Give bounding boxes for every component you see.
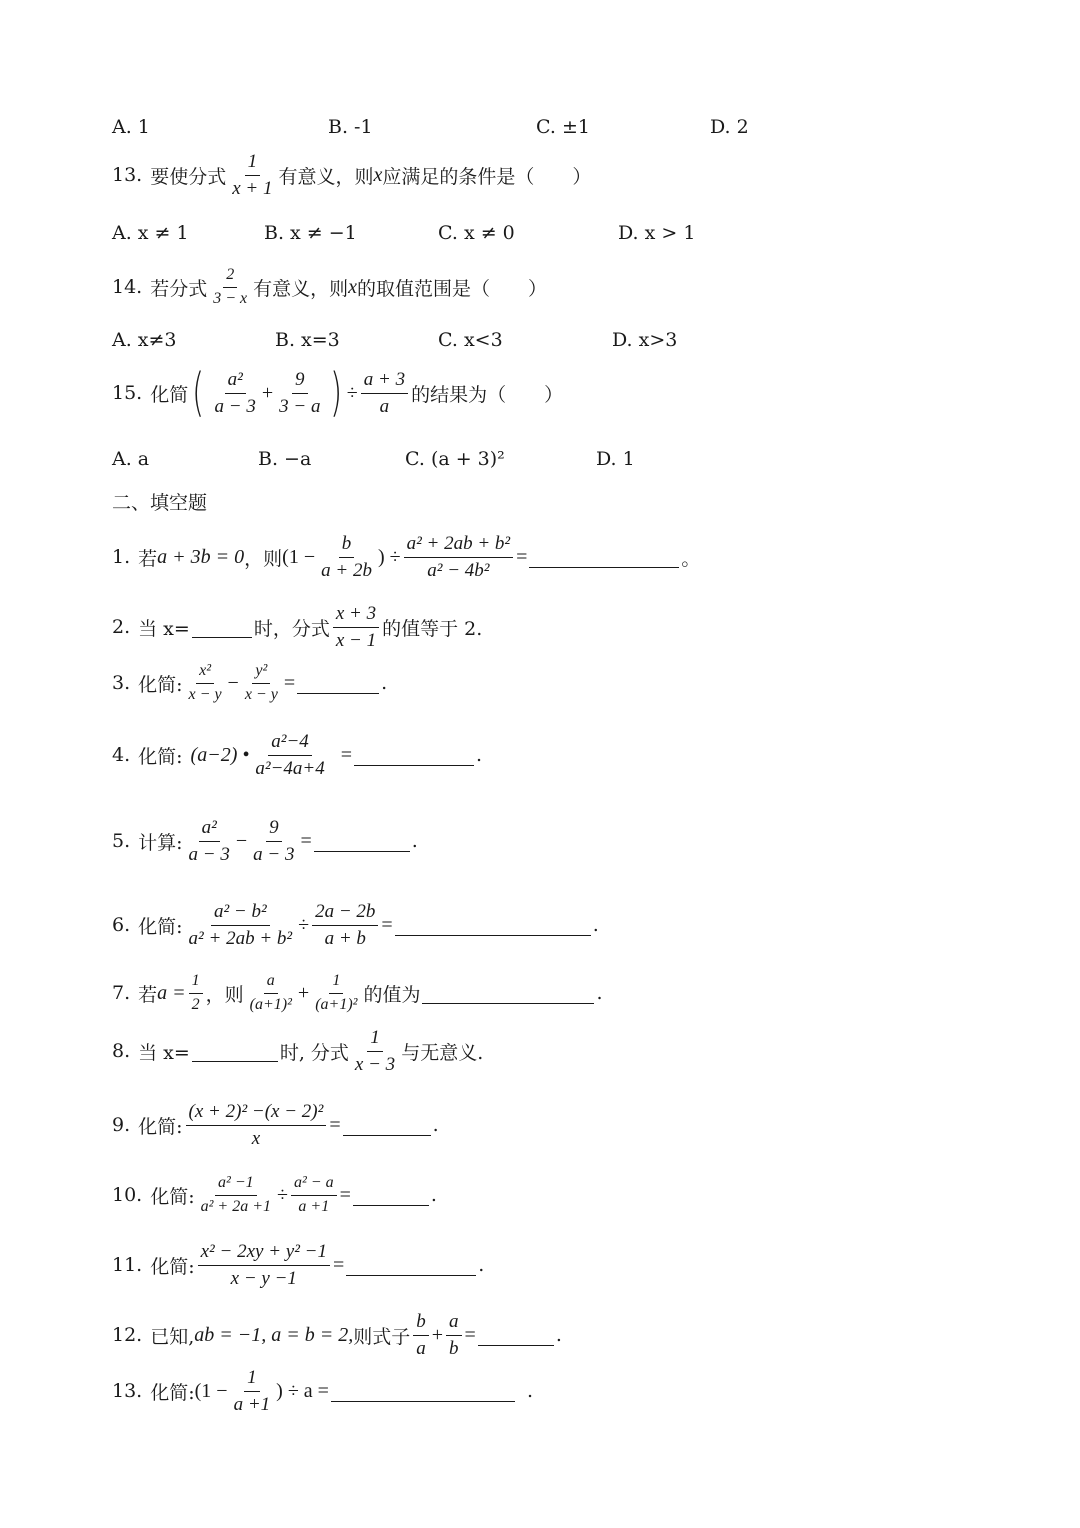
expression: (1 −: [194, 1379, 228, 1402]
option-b: B. x ≠ −1: [264, 222, 357, 244]
question-number: 9.: [112, 1114, 131, 1136]
denominator: a − 3: [253, 843, 295, 865]
option-a: A. x≠3: [112, 329, 177, 351]
denominator: x + 1: [232, 177, 273, 199]
fraction: [247, 972, 295, 1014]
denominator: b: [449, 1337, 459, 1359]
question-number: 2.: [112, 616, 131, 638]
numerator: 1: [367, 1027, 383, 1052]
option-b: B. −a: [258, 448, 312, 470]
question-text: 已知,: [150, 1325, 195, 1348]
question-text: 与无意义.: [401, 1041, 484, 1064]
numerator: 9: [266, 817, 282, 842]
answer-blank[interactable]: [346, 1255, 476, 1276]
option-a: A. x ≠ 1: [112, 222, 189, 244]
fraction: [312, 972, 360, 1014]
fraction: [189, 972, 203, 1014]
question-text: 有意义，则: [278, 165, 374, 188]
denominator: a − 3: [188, 843, 230, 865]
end-mark: .: [411, 830, 418, 852]
option-d: D. 2: [710, 116, 749, 138]
question-text: 化简:: [150, 1255, 195, 1278]
question-text: 若: [138, 547, 158, 570]
end-mark: .: [526, 1380, 533, 1402]
answer-blank[interactable]: [331, 1381, 515, 1402]
end-mark: 。: [681, 547, 701, 570]
numerator: 1: [245, 151, 261, 176]
divide-sign: ÷: [298, 913, 310, 936]
question-number: 15.: [112, 382, 143, 404]
denominator: a: [416, 1337, 426, 1359]
expression: ) ÷: [377, 545, 401, 568]
option-b: B. -1: [328, 116, 373, 138]
option-d: D. 1: [596, 448, 635, 470]
denominator: x − y: [244, 685, 278, 703]
numerator: a² − a: [291, 1174, 337, 1195]
divide-sign: ÷: [277, 1183, 288, 1206]
denominator: a +1: [233, 1393, 271, 1415]
end-mark: .: [430, 1184, 437, 1206]
denominator: x − 1: [335, 629, 377, 651]
option-c: C. ±1: [536, 116, 590, 138]
question-number: 4.: [112, 744, 131, 766]
numerator: 1: [244, 1367, 260, 1392]
condition: ab = −1, a = b = 2,: [194, 1323, 354, 1346]
denominator: x − y: [188, 685, 222, 703]
question-number: 6.: [112, 914, 131, 936]
fill-question-5: [112, 806, 1040, 876]
question-number: 10.: [112, 1184, 143, 1206]
question-text: 时，分式: [253, 617, 330, 640]
denominator: a²−4a+4: [255, 757, 325, 779]
option-d: D. x>3: [612, 329, 678, 351]
equals-sign: =: [339, 1183, 351, 1206]
numerator: a: [446, 1311, 462, 1336]
answer-blank[interactable]: [354, 745, 474, 766]
denominator: a² + 2ab + b²: [188, 927, 293, 949]
question-text: 计算:: [138, 831, 183, 854]
fraction: [210, 266, 250, 308]
question-number: 8.: [112, 1040, 131, 1062]
denominator: 3 − x: [213, 289, 248, 307]
question-13: [112, 140, 1040, 210]
denominator: a² − 4b²: [427, 559, 490, 581]
answer-blank[interactable]: [422, 983, 594, 1004]
fill-question-3: [112, 648, 1040, 718]
numerator: 2a − 2b: [312, 901, 378, 926]
numerator: a² − b²: [211, 901, 270, 926]
denominator: a² + 2a +1: [200, 1197, 272, 1215]
fraction: [446, 1311, 462, 1360]
condition: a + 3b = 0: [157, 545, 245, 568]
end-mark: .: [476, 744, 483, 766]
denominator: (a+1)²: [315, 995, 358, 1013]
end-mark: .: [381, 672, 388, 694]
question-text: 化简:: [138, 673, 183, 696]
end-mark: .: [478, 1254, 485, 1276]
question-number: 13.: [112, 164, 143, 186]
question-number: 12.: [112, 1324, 143, 1346]
condition: a =: [157, 981, 186, 1004]
numerator: b: [413, 1311, 429, 1336]
denominator: a − 3: [214, 395, 256, 417]
question-number: 14.: [112, 276, 143, 298]
answer-blank[interactable]: [314, 831, 410, 852]
denominator: 3 − a: [279, 395, 321, 417]
denominator: 2: [191, 995, 200, 1013]
plus-sign: +: [261, 381, 274, 404]
equals-sign: =: [329, 1113, 341, 1136]
question-text: 的取值范围是（ ）: [357, 277, 548, 300]
fraction: [333, 603, 379, 652]
fill-question-9: [112, 1090, 1040, 1160]
option-c: C. x<3: [438, 329, 503, 351]
section-title: 二、填空题: [112, 492, 208, 514]
numerator: a + 3: [361, 369, 408, 394]
fraction: [212, 369, 259, 418]
numerator: a² −1: [215, 1174, 257, 1195]
fraction: [404, 533, 514, 582]
numerator: a² + 2ab + b²: [404, 533, 514, 558]
end-mark: .: [555, 1324, 562, 1346]
fraction: [352, 1027, 398, 1076]
numerator: 9: [292, 369, 308, 394]
equals-sign: =: [332, 1253, 345, 1276]
denominator: a + 2b: [321, 559, 372, 581]
option-c: C. x ≠ 0: [438, 222, 515, 244]
question-text: 应满足的条件是（ ）: [382, 165, 592, 188]
end-mark: .: [432, 1114, 439, 1136]
expression: (1 −: [282, 545, 316, 568]
question-text: ，则: [244, 547, 283, 570]
numerator: a²: [225, 369, 246, 394]
variable: x: [348, 275, 358, 298]
question-text: 的值等于 2.: [382, 617, 483, 640]
numerator: x² − 2xy + y² −1: [198, 1241, 330, 1266]
fraction: [318, 533, 375, 582]
option-c: C. (a + 3)²: [405, 448, 505, 470]
numerator: x + 3: [333, 603, 379, 628]
equals-sign: =: [381, 913, 393, 936]
fraction: [291, 1174, 337, 1216]
option-d: D. x > 1: [618, 222, 696, 244]
fraction: [276, 369, 323, 418]
denominator: a + b: [324, 927, 366, 949]
answer-blank[interactable]: [478, 1325, 554, 1346]
question-14: [112, 252, 1040, 322]
question-text: 化简:: [150, 1185, 195, 1208]
fraction: [250, 817, 297, 866]
expression: (a−2) •: [190, 743, 250, 766]
numerator: (x + 2)² −(x − 2)²: [186, 1101, 327, 1126]
question-text: 有意义，则: [253, 277, 349, 300]
numerator: 1: [189, 972, 203, 993]
numerator: a²: [199, 817, 220, 842]
fill-question-1: [112, 522, 1040, 592]
denominator: a +1: [298, 1197, 330, 1215]
question-text: 化简:: [138, 745, 183, 768]
equals-sign: =: [283, 671, 296, 694]
answer-blank[interactable]: [297, 673, 379, 694]
question-text: 当 x=: [138, 617, 190, 640]
fraction: [252, 731, 327, 780]
equals-sign: =: [340, 743, 352, 766]
option-a: A. a: [112, 448, 150, 470]
question-text: 的值为: [363, 983, 421, 1006]
question-number: 7.: [112, 982, 131, 1004]
fill-question-6: [112, 890, 1040, 960]
question-text: 化简:: [138, 915, 183, 938]
right-paren: ): [330, 363, 343, 423]
numerator: 2: [223, 266, 237, 287]
question-text: 若分式: [150, 277, 208, 300]
question-number: 1.: [112, 546, 131, 568]
fraction: [242, 662, 281, 704]
answer-blank[interactable]: [395, 915, 591, 936]
equals-sign: =: [300, 829, 312, 852]
denominator: x − 3: [354, 1053, 396, 1075]
minus-sign: −: [235, 829, 248, 852]
fill-question-8: [112, 1016, 1040, 1086]
equals-sign: =: [464, 1323, 476, 1346]
end-mark: .: [592, 914, 599, 936]
divide-sign: ÷: [346, 381, 358, 404]
fraction: [186, 901, 296, 950]
numerator: b: [339, 533, 355, 558]
fraction: [198, 1174, 274, 1216]
fill-question-10: [112, 1160, 1040, 1230]
fraction: [186, 662, 225, 704]
question-number: 11.: [112, 1254, 143, 1276]
fraction: [231, 1367, 274, 1416]
question-text: 化简:: [150, 1381, 195, 1404]
option-a: A. 1: [112, 116, 150, 138]
left-paren: (: [192, 363, 205, 423]
question-text: 若: [138, 983, 158, 1006]
denominator: x − y −1: [230, 1267, 297, 1289]
question-15: [112, 358, 1040, 428]
minus-sign: −: [227, 671, 239, 694]
denominator: (a+1)²: [249, 995, 292, 1013]
question-number: 3.: [112, 672, 131, 694]
answer-blank[interactable]: [192, 617, 252, 638]
plus-sign: +: [431, 1323, 444, 1346]
numerator: y²: [252, 662, 270, 683]
denominator: a: [379, 395, 390, 417]
numerator: a²−4: [268, 731, 312, 756]
fraction: [229, 151, 275, 200]
expression: ) ÷ a =: [276, 1379, 329, 1402]
question-text: 化简:: [138, 1115, 183, 1138]
option-b: B. x=3: [275, 329, 340, 351]
answer-blank[interactable]: [529, 547, 679, 568]
numerator: a: [264, 972, 278, 993]
question-number: 5.: [112, 830, 131, 852]
question-number: 13.: [112, 1380, 143, 1402]
variable: x: [373, 163, 383, 186]
numerator: 1: [329, 972, 343, 993]
fraction: [186, 817, 233, 866]
answer-blank[interactable]: [353, 1185, 429, 1206]
question-text: 化简: [150, 383, 189, 406]
question-text: 时, 分式: [279, 1041, 349, 1064]
fraction: [312, 901, 378, 950]
fill-question-4: [112, 720, 1040, 790]
plus-sign: +: [297, 981, 310, 1004]
denominator: x: [251, 1127, 261, 1149]
question-text: 则式子: [353, 1325, 411, 1348]
fill-question-11: [112, 1230, 1040, 1300]
question-text: 的结果为（ ）: [411, 383, 564, 406]
fraction: [186, 1101, 327, 1150]
numerator: x²: [196, 662, 214, 683]
equals-sign: =: [516, 545, 528, 568]
fraction: [413, 1311, 429, 1360]
question-text: 当 x=: [138, 1041, 190, 1064]
question-text: ，则: [205, 983, 244, 1006]
fraction: [361, 369, 408, 418]
answer-blank[interactable]: [343, 1115, 431, 1136]
end-mark: .: [596, 982, 603, 1004]
fill-question-13: [112, 1356, 1040, 1426]
fraction: [198, 1241, 330, 1290]
answer-blank[interactable]: [192, 1041, 278, 1062]
question-text: 要使分式: [150, 165, 227, 188]
